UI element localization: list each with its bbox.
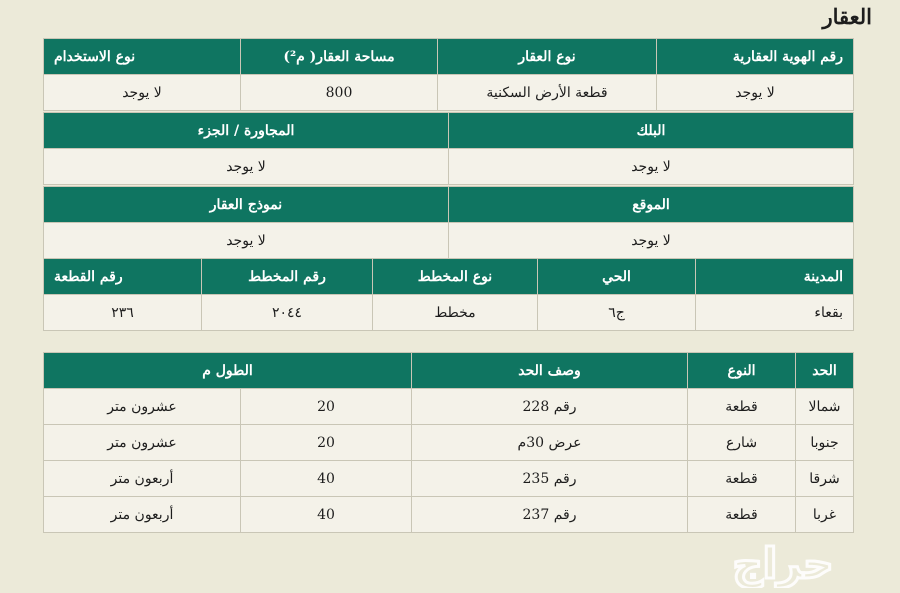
city-plan-table [43,258,854,331]
watermark-text: حراج [732,540,834,588]
boundary-description: رقم 235 [412,461,688,497]
boundary-type: قطعة [688,497,796,533]
boundary-length-number: 40 [241,461,412,497]
value-property-area: 800 [241,75,438,111]
header-property-id: رقم الهوية العقارية [657,39,854,75]
boundary-direction: جنوبا [796,425,854,461]
boundary-description: رقم 228 [412,389,688,425]
page-title: العقار [822,4,872,29]
boundary-description: عرض 30م [412,425,688,461]
header-neighborhood-part: المجاورة / الجزء [44,113,449,149]
table-row [44,461,854,497]
boundaries-table [43,352,854,533]
boundary-description: رقم 237 [412,497,688,533]
header-property-model: نموذج العقار [44,187,449,223]
value-plot-number: ٢٣٦ [44,295,202,331]
boundary-type: قطعة [688,461,796,497]
boundary-direction: غربا [796,497,854,533]
header-property-type: نوع العقار [438,39,657,75]
value-property-model: لا يوجد [44,223,449,259]
header-plot-number: رقم القطعة [44,259,202,295]
haraj-watermark-logo [672,540,894,588]
value-location: لا يوجد [449,223,854,259]
property-info-table [43,38,854,111]
table-row [44,389,854,425]
header-location: الموقع [449,187,854,223]
boundary-length-words: أربعون متر [44,461,241,497]
value-block: لا يوجد [449,149,854,185]
header-boundary: الحد [796,353,854,389]
table-row [44,497,854,533]
header-usage-type: نوع الاستخدام [44,39,241,75]
boundary-length-number: 20 [241,389,412,425]
location-model-table [43,186,854,259]
boundary-length-words: عشرون متر [44,425,241,461]
header-boundary-description: وصف الحد [412,353,688,389]
boundary-length-words: أربعون متر [44,497,241,533]
boundary-direction: شمالا [796,389,854,425]
boundary-direction: شرقا [796,461,854,497]
header-length: الطول م [44,353,412,389]
block-neighborhood-table [43,112,854,185]
value-neighborhood-part: لا يوجد [44,149,449,185]
boundary-length-number: 20 [241,425,412,461]
header-boundary-type: النوع [688,353,796,389]
header-city: المدينة [696,259,854,295]
table-row [44,425,854,461]
value-plan-number: ٢٠٤٤ [202,295,373,331]
boundary-type: قطعة [688,389,796,425]
value-plan-type: مخطط [373,295,538,331]
header-plan-type: نوع المخطط [373,259,538,295]
header-district: الحي [538,259,696,295]
header-block: البلك [449,113,854,149]
boundary-type: شارع [688,425,796,461]
value-city: بقعاء [696,295,854,331]
header-plan-number: رقم المخطط [202,259,373,295]
boundary-length-number: 40 [241,497,412,533]
value-district: ج٦ [538,295,696,331]
value-property-id: لا يوجد [657,75,854,111]
value-usage-type: لا يوجد [44,75,241,111]
boundary-length-words: عشرون متر [44,389,241,425]
header-property-area: مساحة العقار( م²) [241,39,438,75]
value-property-type: قطعة الأرض السكنية [438,75,657,111]
